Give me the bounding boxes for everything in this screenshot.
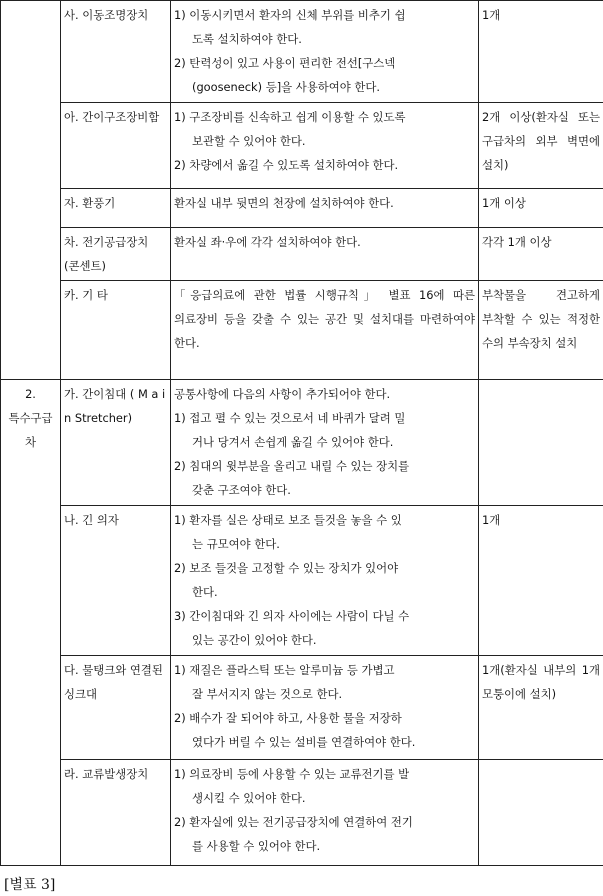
table-row	[1, 380, 603, 506]
standard-cell	[171, 506, 479, 656]
line: 2) 차량에서 옮길 수 있도록 설치하여야 한다.	[174, 158, 399, 172]
line: 2) 탄력성이 있고 사용이 편리한 전선[구스넥	[174, 56, 396, 70]
line: 환자실 내부 뒷면의 천장에 설치하여야 한다.	[174, 196, 394, 210]
quantity-cell: 1개 이상	[479, 189, 603, 228]
line: 있는 공간이 있어야 한다.	[192, 633, 317, 647]
quantity-cell: 부착물을 견고하게 부착할 수 있는 적정한 수의 부속장치 설치	[479, 281, 603, 380]
line: 한다.	[192, 585, 218, 599]
line: 였다가 버릴 수 있는 설비를 연결하여야 한다.	[192, 735, 416, 749]
line: 1) 구조장비를 신속하고 쉽게 이용할 수 있도록	[174, 110, 406, 124]
line: 1) 이동시키면서 환자의 신체 부위를 비추기 쉽	[174, 8, 406, 22]
table-row	[1, 189, 603, 228]
table-row	[1, 228, 603, 281]
line: 2) 침대의 윗부분을 올리고 내릴 수 있는 장치를	[174, 459, 410, 473]
line: 를 사용할 수 있어야 한다.	[192, 839, 321, 853]
standard-cell	[171, 228, 479, 281]
quantity-cell: 1개(환자실 내부의 1개 모퉁이에 설치)	[479, 656, 603, 760]
line: 3) 간이침대와 긴 의자 사이에는 사람이 다닐 수	[174, 609, 410, 623]
line: 1) 의료장비 등에 사용할 수 있는 교류전기를 발	[174, 767, 410, 781]
standard-cell	[171, 281, 479, 380]
table-row	[1, 506, 603, 656]
item-cell: 가. 간이침대 ( M a i n Stretcher)	[61, 380, 171, 506]
standard-cell	[171, 760, 479, 866]
standard-cell	[171, 189, 479, 228]
appendix-label: [별표 3]	[4, 877, 56, 893]
line: 갖춘 구조여야 한다.	[192, 483, 291, 497]
item-cell: 사. 이동조명장치	[61, 1, 171, 103]
item-cell: 카. 기 타	[61, 281, 171, 380]
line: 생시킬 수 있어야 한다.	[192, 791, 306, 805]
quantity-cell	[479, 380, 603, 506]
category-special-ambulance: 2. 특수구급차	[1, 380, 61, 866]
quantity-cell: 1개	[479, 1, 603, 103]
standard-cell	[171, 103, 479, 189]
standard-cell	[171, 656, 479, 760]
line: 거나 당겨서 손쉽게 옮길 수 있어야 한다.	[192, 435, 394, 449]
standard-cell	[171, 1, 479, 103]
item-cell: 라. 교류발생장치	[61, 760, 171, 866]
item-cell: 다. 물탱크와 연결된 싱크대	[61, 656, 171, 760]
table-row	[1, 281, 603, 380]
item-cell: 아. 간이구조장비함	[61, 103, 171, 189]
category-cell-continued	[1, 1, 61, 380]
line: 환자실 좌·우에 각각 설치하여야 한다.	[174, 235, 361, 249]
line: 2) 보조 들것을 고정할 수 있는 장치가 있어야	[174, 561, 399, 575]
line: 2) 환자실에 있는 전기공급장치에 연결하여 전기	[174, 815, 413, 829]
line: 1) 접고 펼 수 있는 것으로서 네 바퀴가 달려 밀	[174, 411, 406, 425]
table-row	[1, 656, 603, 760]
item-cell: 나. 긴 의자	[61, 506, 171, 656]
line: 는 규모여야 한다.	[192, 537, 280, 551]
line: 공통사항에 다음의 사항이 추가되어야 한다.	[174, 387, 391, 401]
line: 「응급의료에 관한 법률 시행규칙」 별표 16에 따른 의료장비 등을 갖출 수 있는 공간 및 설치대를 마련하여야 한다.	[174, 288, 475, 350]
quantity-cell	[479, 760, 603, 866]
item-cell: 자. 환풍기	[61, 189, 171, 228]
quantity-cell: 1개	[479, 506, 603, 656]
line: 잘 부서지지 않는 것으로 한다.	[192, 687, 343, 701]
quantity-cell: 2개 이상(환자실 또는 구급차의 외부 벽면에 설치)	[479, 103, 603, 189]
item-cell: 차. 전기공급장치 (콘센트)	[61, 228, 171, 281]
quantity-cell: 각각 1개 이상	[479, 228, 603, 281]
table-row	[1, 103, 603, 189]
line: 2) 배수가 잘 되어야 하고, 사용한 물을 저장하	[174, 711, 402, 725]
table-row	[1, 1, 603, 103]
standard-cell	[171, 380, 479, 506]
line: 1) 환자를 실은 상태로 보조 들것을 놓을 수 있	[174, 513, 402, 527]
line: 1) 재질은 플라스틱 또는 알루미늄 등 가볍고	[174, 663, 395, 677]
table-row	[1, 760, 603, 866]
line: 도록 설치하여야 한다.	[192, 32, 302, 46]
line: (gooseneck) 등]을 사용하여야 한다.	[192, 80, 381, 94]
line: 보관할 수 있어야 한다.	[192, 134, 306, 148]
